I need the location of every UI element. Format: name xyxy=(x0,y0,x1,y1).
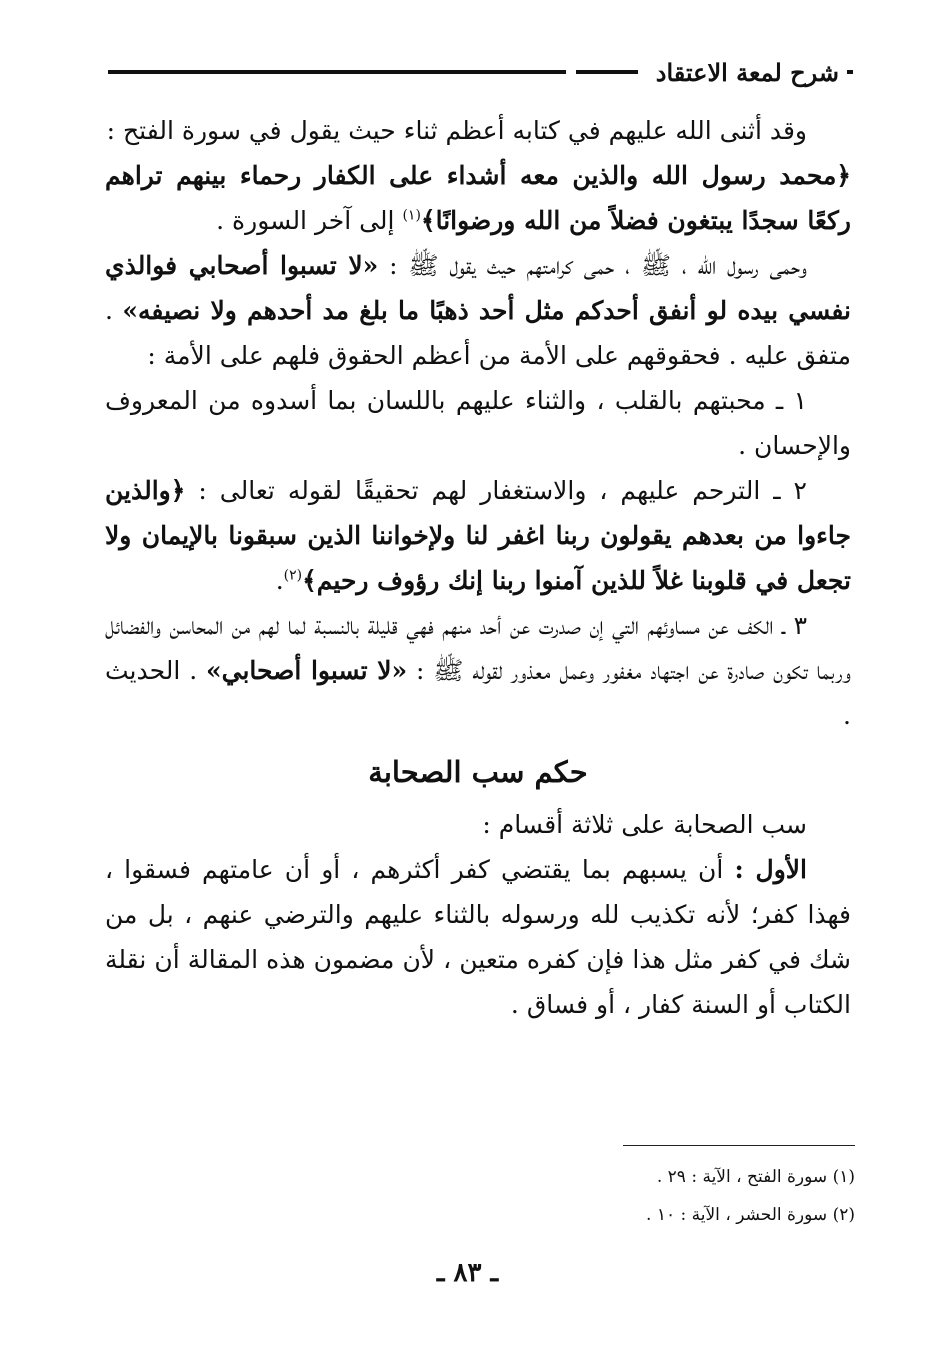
list-item-1: ١ ـ محبتهم بالقلب ، والثناء عليهم باللسان بما أسدوه من المعروف والإحسان . xyxy=(105,386,851,460)
header-rule-right xyxy=(847,70,853,74)
footnotes xyxy=(355,1158,855,1234)
hadith-quote: «لا تسبوا أصحابي فوالذي نفسي بيده لو أنفق أحدكم مثل أحد ذهبًا ما بلغ مد أحدهم ولا نصيفه» xyxy=(105,251,851,325)
first-division-label: الأول : xyxy=(734,855,807,884)
list-item-2: ٢ ـ الترحم عليهم ، والاستغفار لهم تحقيقًا لقوله تعالى : ﴿والذين جاءوا من بعدهم يقولون ربنا اغفر لنا ولإخواننا الذين سبقونا بالإيمان ولا تجعل في قلوبنا غلاً للذين آمنوا ربنا إنك رؤوف رحيم﴾$^{(٢)}$. xyxy=(105,476,851,595)
quran-quote-hashr: ﴿والذين جاءوا من بعدهم يقولون ربنا اغفر لنا ولإخواننا الذين سبقونا بالإيمان ولا تجعل في قلوبنا غلاً للذين آمنوا ربنا إنك رؤوف رحيم﴾ xyxy=(105,476,851,595)
header-rule-long xyxy=(108,70,566,74)
quran-quote-fath: ﴿محمد رسول الله والذين معه أشداء على الكفار رحماء بينهم تراهم ركعًا سجدًا يبتغون فضلاً من الله ورضوانًا﴾ xyxy=(105,161,851,235)
header-rule-short xyxy=(576,70,638,74)
main-text xyxy=(105,108,851,1027)
running-header xyxy=(108,52,853,92)
hadith-quote-short: «لا تسبوا أصحابي» xyxy=(206,656,408,685)
header-title: شرح لمعة الاعتقاد xyxy=(655,57,839,87)
footnote-1: (١) سورة الفتح ، الآية : ٢٩ . xyxy=(656,1167,855,1187)
paragraph-divisions: سب الصحابة على ثلاثة أقسام : xyxy=(482,810,807,839)
footnote-ref-1: (١) xyxy=(402,207,421,224)
footnote-ref-2: (٢) xyxy=(283,567,303,584)
paragraph-hadith: وحمى رسول الله ، ﷺ ، حمى كرامتهم حيث يقول ﷺ : «لا تسبوا أصحابي فوالذي نفسي بيده لو أنفق أحدكم مثل أحد ذهبًا ما بلغ مد أحدهم ولا نصيفه» . متفق عليه . فحقوقهم على الأمة من أعظم الحقوق فلهم على الأمة : xyxy=(105,251,851,370)
section-heading: حكم سب الصحابة xyxy=(368,755,588,789)
paragraph-first-division: الأول : أن يسبهم بما يقتضي كفر أكثرهم ، أو أن عامتهم فسقوا ، فهذا كفر؛ لأنه تكذيب لله ورسوله بالثناء عليهم والترضي عنهم ، بل من شك في كفر مثل هذا فإن كفره متعين ، لأن مضمون هذه المقالة أن نقلة الكتاب أو السنة كفار ، أو فساق . xyxy=(105,855,851,1019)
footnote-2: (٢) سورة الحشر ، الآية : ١٠ . xyxy=(646,1205,855,1225)
footnote-divider xyxy=(623,1145,855,1146)
page-number: ـ ٨٣ ـ xyxy=(436,1258,499,1288)
paragraph-intro: وقد أثنى الله عليهم في كتابه أعظم ثناء حيث يقول في سورة الفتح : xyxy=(106,116,807,145)
paragraph-quran-verse-1: ﴿محمد رسول الله والذين معه أشداء على الكفار رحماء بينهم تراهم ركعًا سجدًا يبتغون فضلاً من الله ورضوانًا﴾$^{(١)}$ إلى آخر السورة . xyxy=(105,161,851,235)
list-item-3: ٣ ـ الكف عن مساوئهم التي إن صدرت عن أحد منهم فهي قليلة بالنسبة لما لهم من المحاسن والفضائل وربما تكون صادرة عن اجتهاد مغفور وعمل معذور لقوله ﷺ : «لا تسبوا أصحابي» . الحديث . xyxy=(105,611,851,730)
